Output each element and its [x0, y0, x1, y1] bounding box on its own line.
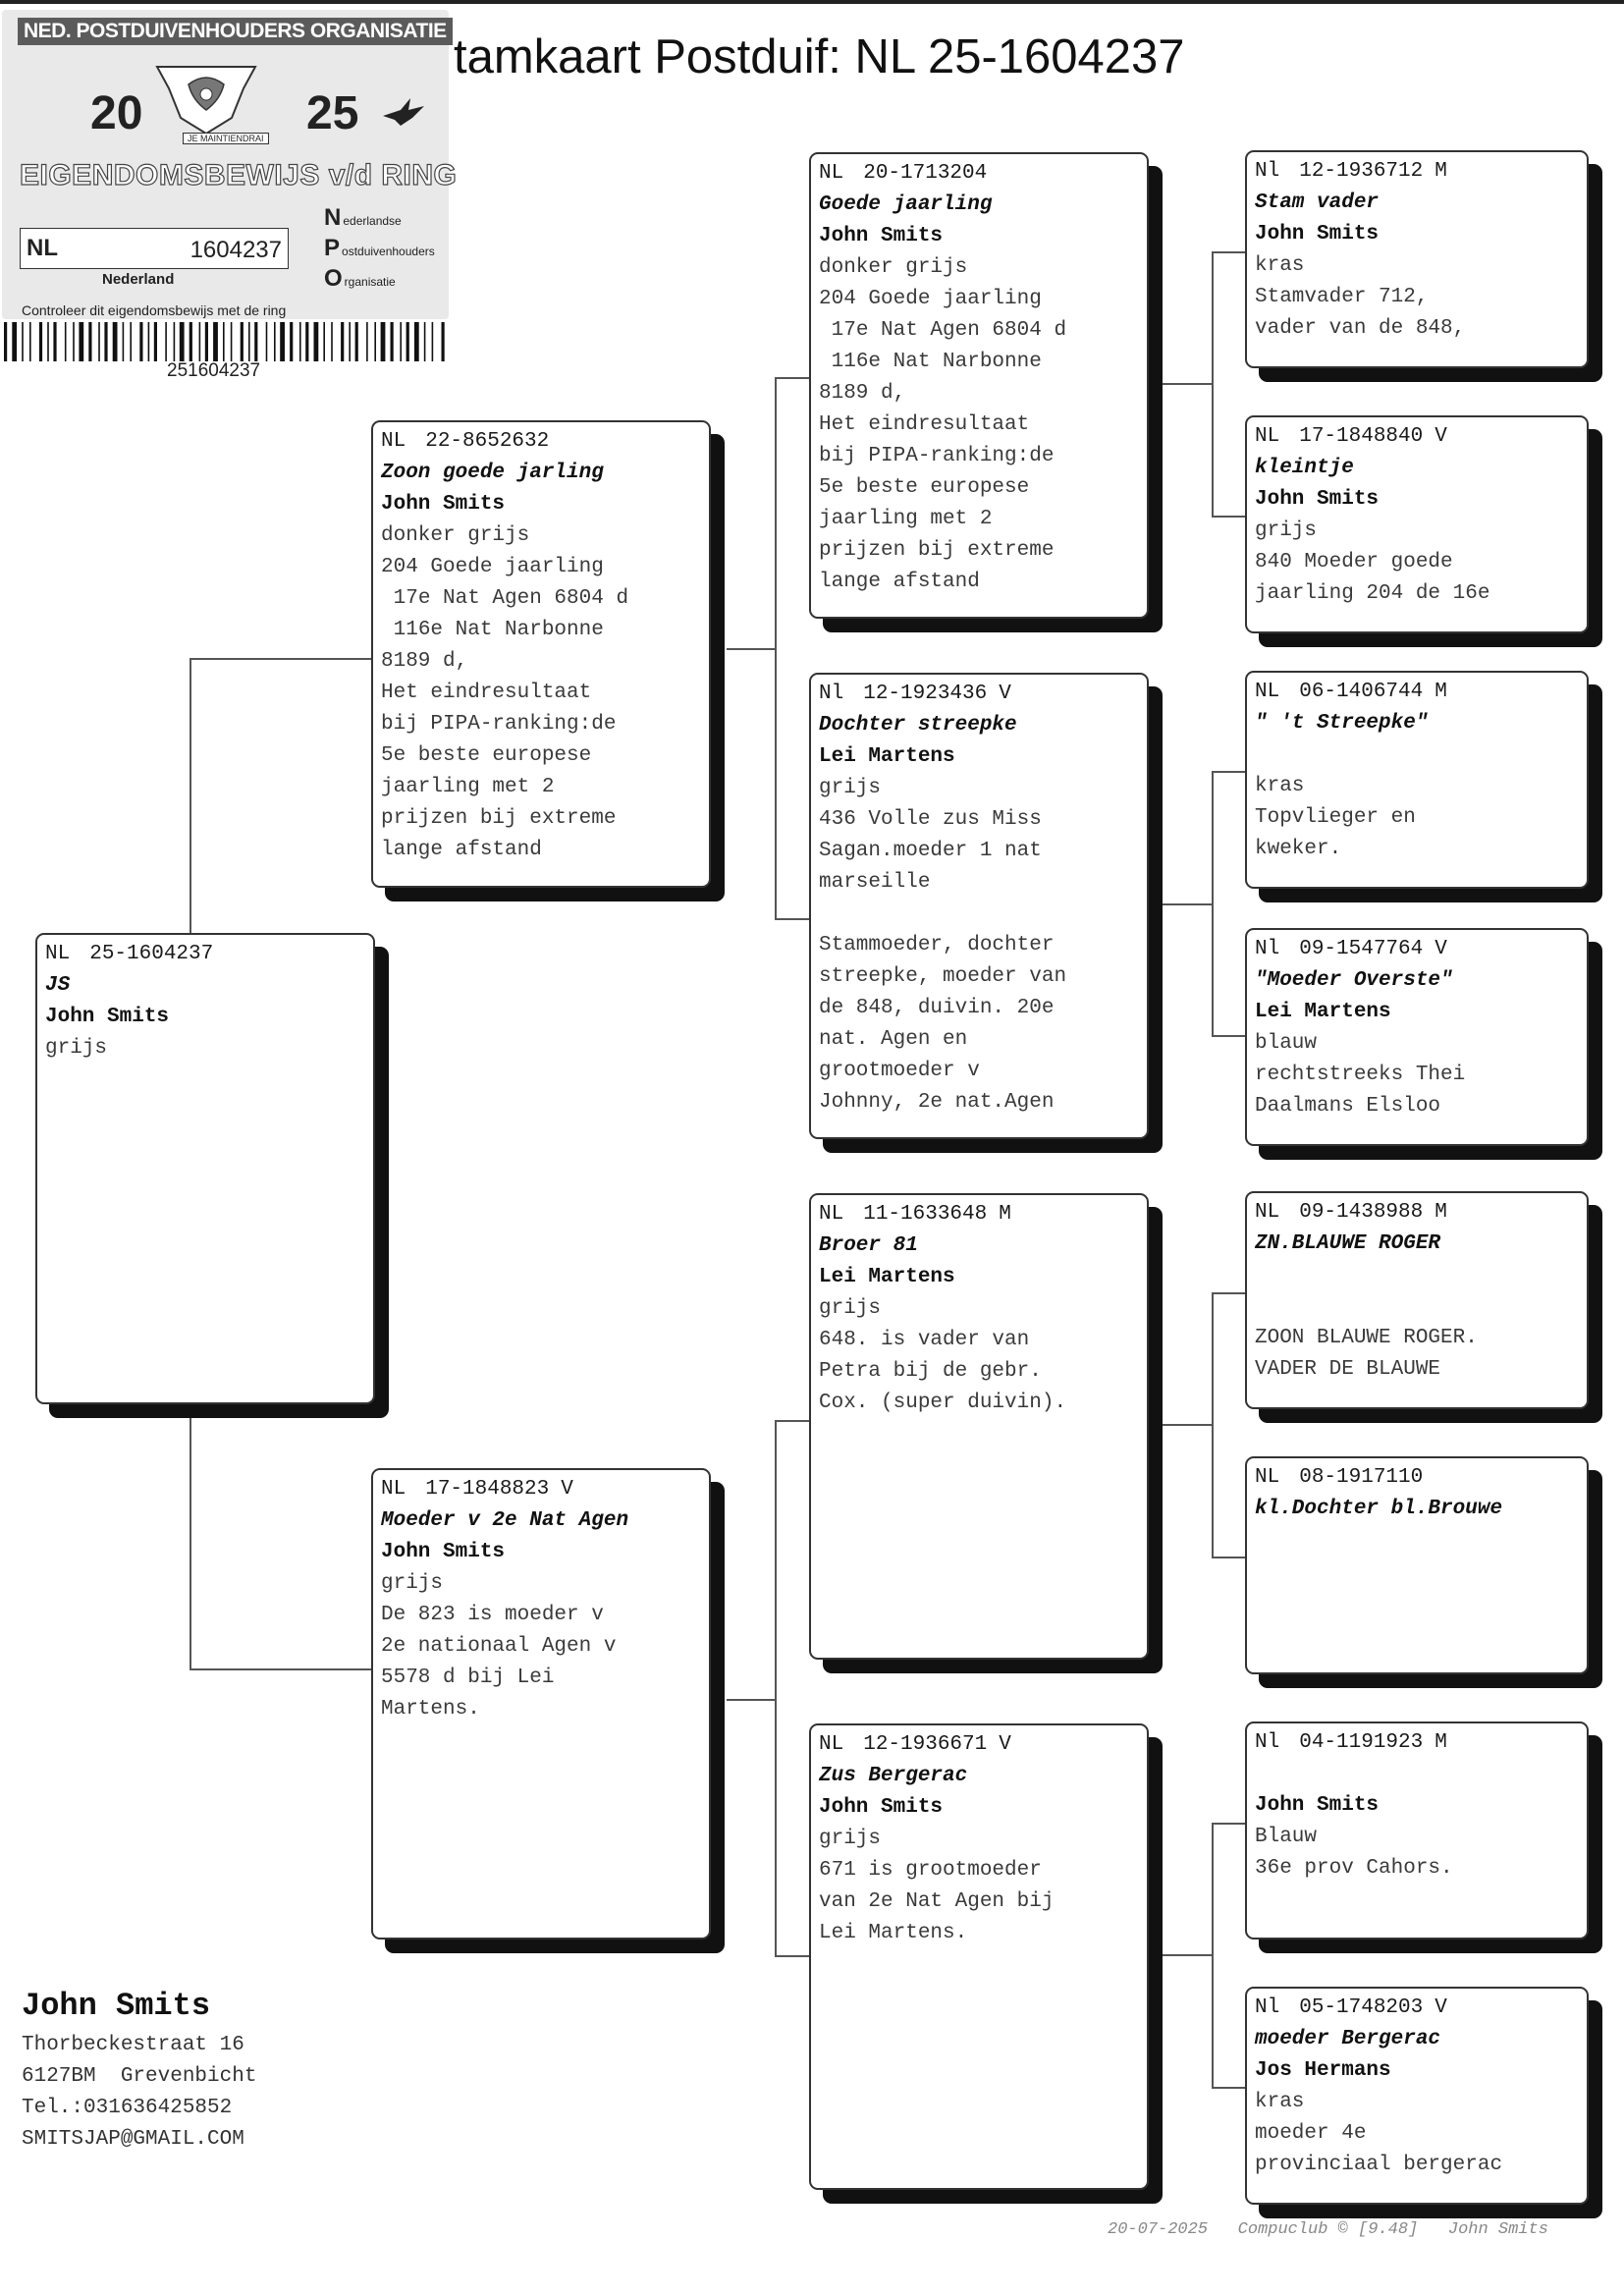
barcode-bar: [406, 322, 409, 361]
pigeon-icon: [381, 96, 426, 132]
pigeon-country: NL: [819, 1733, 844, 1756]
pigeon-ring: [1255, 156, 1579, 188]
pigeon-sex: V: [999, 683, 1011, 705]
pigeon-breeder: John Smits: [1255, 488, 1380, 511]
pigeon-card-dsd: [1245, 1456, 1589, 1674]
footer: [1108, 2220, 1548, 2239]
pigeon-ring-number: 22-8652632: [425, 430, 550, 453]
barcode-bar: [274, 322, 276, 361]
pigeon-country: NL: [1255, 1466, 1280, 1489]
certificate-country: NL: [27, 235, 58, 261]
pigeon-ring-number: 09-1547764: [1299, 938, 1424, 960]
pigeon-name: Stam vader: [1255, 191, 1380, 214]
connector: [1212, 516, 1245, 518]
barcode-bar: [104, 322, 107, 361]
pigeon-name: Zoon goede jarling: [381, 462, 604, 484]
pigeon-color: kras: [1255, 775, 1305, 797]
pigeon-country: NL: [1255, 1201, 1280, 1224]
pigeon-breeder: John Smits: [381, 1541, 506, 1563]
pigeon-color: [1255, 1291, 1579, 1323]
pigeon-ring-number: 08-1917110: [1299, 1466, 1424, 1489]
pigeon-country: Nl: [1255, 160, 1280, 183]
barcode-bar: [113, 322, 118, 361]
barcode-bar: [432, 322, 434, 361]
connector: [1149, 383, 1213, 385]
pigeon-ring: [381, 426, 701, 458]
pigeon-color: blauw: [1255, 1032, 1318, 1055]
barcode-bar: [374, 322, 376, 361]
pigeon-color: kras: [1255, 254, 1305, 277]
pigeon-remarks: 36e prov Cahors.: [1255, 1857, 1453, 1880]
pigeon-remarks: ZOON BLAUWE ROGER. VADER DE BLAUWE: [1255, 1327, 1478, 1381]
pigeon-ring: [819, 679, 1139, 710]
pigeon-breeder: [1255, 1525, 1579, 1557]
owner-phone: Tel.:031636425852: [22, 2097, 233, 2119]
pigeon-remarks: 204 Goede jaarling 17e Nat Agen 6804 d 116e Nat Narbonne 8189 d, Het eindresultaat bij PIPA-ranking:de 5e beste europese jaarling met 2 prijzen bij extreme lange afstand: [381, 556, 629, 861]
barcode-bar: [73, 322, 75, 361]
owner-street: Thorbeckestraat 16: [22, 2034, 244, 2056]
pigeon-name: Zus Bergerac: [819, 1765, 968, 1787]
barcode-bar: [381, 322, 386, 361]
pigeon-card-sire: [371, 420, 711, 888]
barcode-number: 251604237: [167, 360, 261, 381]
barcode-bar: [213, 322, 218, 361]
certificate-country-name: Nederland: [102, 271, 175, 288]
pigeon-remarks: 204 Goede jaarling 17e Nat Agen 6804 d 116e Nat Narbonne 8189 d, Het eindresultaat bij PIPA-ranking:de 5e beste europese jaarling met 2 prijzen bij extreme lange afstand: [819, 288, 1067, 593]
certificate-check-text: Controleer dit eigendomsbewijs met de ring: [22, 302, 287, 318]
certificate-year-right: 25: [306, 87, 359, 139]
connector: [1212, 1292, 1214, 1557]
barcode-bar: [231, 322, 233, 361]
pigeon-breeder: [1255, 1260, 1579, 1291]
pigeon-name: " 't Streepke": [1255, 712, 1429, 735]
connector: [775, 377, 777, 919]
pigeon-ring-number: 17-1848840: [1299, 425, 1424, 448]
connector: [1212, 2087, 1245, 2089]
barcode-bar: [254, 322, 257, 361]
pigeon-ring: [819, 1199, 1139, 1230]
barcode-bar: [98, 322, 100, 361]
pigeon-remarks: 436 Volle zus Miss Sagan.moeder 1 nat marseille Stammoeder, dochter streepke, moeder van de 848, duivin. 20e nat. Agen en grootmoeder v Johnny, 2e nat.Agen: [819, 808, 1067, 1114]
pigeon-remarks: Topvlieger en kweker.: [1255, 806, 1416, 860]
barcode-bar: [22, 322, 24, 361]
pigeon-sex: M: [1435, 1731, 1447, 1754]
barcode-bar: [366, 322, 368, 361]
pigeon-breeder: Lei Martens: [819, 1266, 955, 1288]
pigeon-color: grijs: [819, 1297, 882, 1320]
barcode-bar: [123, 322, 125, 361]
pigeon-breeder: [1255, 739, 1579, 771]
certificate-motto: JE MAINTIENDRAI: [183, 133, 269, 144]
pigeon-color: grijs: [45, 1037, 108, 1060]
pigeon-remarks: Stamvader 712, vader van de 848,: [1255, 286, 1466, 340]
barcode-bar: [266, 322, 268, 361]
barcode-bar: [88, 322, 91, 361]
connector: [775, 1420, 809, 1422]
pigeon-name: Dochter streepke: [819, 714, 1017, 737]
pigeon-name: [1255, 1759, 1579, 1790]
pigeon-breeder: John Smits: [381, 493, 506, 516]
pigeon-name: ZN.BLAUWE ROGER: [1255, 1232, 1441, 1255]
pigeon-card-dds: [1245, 1721, 1589, 1940]
pigeon-sex: V: [1435, 938, 1447, 960]
pigeon-card-dss: [1245, 1191, 1589, 1409]
pigeon-color: [1255, 1557, 1579, 1588]
pigeon-remarks: 648. is vader van Petra bij de gebr. Cox. (super duivin).: [819, 1329, 1067, 1414]
barcode-bar: [39, 322, 42, 361]
pigeon-card-dam: [371, 1468, 711, 1940]
certificate-ownership-title: EIGENDOMSBEWIJS v/d RING: [20, 159, 458, 191]
connector: [775, 1420, 777, 1956]
pigeon-country: Nl: [819, 683, 844, 705]
pigeon-country: NL: [819, 162, 844, 185]
pigeon-ring-number: 20-1713204: [863, 162, 988, 185]
pigeon-country: NL: [1255, 425, 1280, 448]
owner-name: John Smits: [22, 1988, 211, 2024]
pigeon-sex: V: [561, 1478, 573, 1501]
pigeon-card-dd: [809, 1723, 1149, 2190]
pigeon-ring-number: 17-1848823: [425, 1478, 550, 1501]
pigeon-ring-number: 12-1936671: [863, 1733, 988, 1756]
pigeon-remarks: 671 is grootmoeder van 2e Nat Agen bij Lei Martens.: [819, 1859, 1055, 1944]
pigeon-breeder: John Smits: [819, 225, 944, 247]
barcode-bar: [391, 322, 394, 361]
pigeon-card-ddd: [1245, 1987, 1589, 2205]
pigeon-ring: [45, 939, 365, 970]
barcode-bar: [280, 322, 285, 361]
connector: [775, 377, 809, 379]
pigeon-ring: [819, 1729, 1139, 1761]
barcode-bar: [299, 322, 301, 361]
barcode-bar: [130, 322, 132, 361]
pigeon-country: Nl: [1255, 1731, 1280, 1754]
pigeon-name: JS: [45, 974, 71, 997]
pigeon-sex: M: [1435, 681, 1447, 703]
pigeon-name: "Moeder Overste": [1255, 969, 1453, 992]
barcode-bar: [47, 322, 49, 361]
connector: [1212, 1292, 1245, 1294]
pigeon-breeder: John Smits: [819, 1796, 944, 1819]
pigeon-ring: [1255, 677, 1579, 708]
barcode-bar: [148, 322, 150, 361]
pigeon-name: kl.Dochter bl.Brouwe: [1255, 1498, 1503, 1520]
pigeon-country: NL: [381, 430, 406, 453]
barcode-bar: [424, 322, 426, 361]
footer-user: John Smits: [1447, 2220, 1548, 2239]
pigeon-name: Moeder v 2e Nat Agen: [381, 1509, 629, 1532]
pigeon-ring: [1255, 1197, 1579, 1229]
barcode-bar: [12, 322, 17, 361]
footer-date: 20-07-2025: [1108, 2220, 1209, 2239]
barcode-bar: [4, 322, 7, 361]
pigeon-card-subject: [35, 933, 375, 1404]
pigeon-sex: M: [1435, 160, 1447, 183]
certificate-ring-box: [20, 228, 289, 269]
pigeon-country: Nl: [1255, 1996, 1280, 2019]
pigeon-remarks: 840 Moeder goede jaarling 204 de 16e: [1255, 551, 1490, 605]
connector: [1212, 1823, 1245, 1825]
pigeon-name: kleintje: [1255, 457, 1354, 479]
connector: [1212, 1035, 1245, 1037]
pigeon-breeder: Jos Hermans: [1255, 2059, 1391, 2082]
pigeon-ring-number: 04-1191923: [1299, 1731, 1424, 1754]
pigeon-color: donker grijs: [819, 256, 968, 279]
barcode-bar: [154, 322, 157, 361]
barcode-bar: [199, 322, 201, 361]
pigeon-sex: M: [1435, 1201, 1447, 1224]
barcode-bar: [414, 322, 419, 361]
connector: [189, 1668, 371, 1670]
barcode-bar: [223, 322, 225, 361]
connector: [189, 928, 191, 930]
pigeon-card-ds: [809, 1193, 1149, 1660]
pigeon-ring: [1255, 1462, 1579, 1494]
barcode: [2, 322, 449, 361]
owner-block: [22, 1988, 256, 2156]
pigeon-ring-number: 25-1604237: [89, 943, 214, 965]
connector: [1212, 771, 1245, 773]
pigeon-name: moeder Bergerac: [1255, 2028, 1441, 2050]
barcode-bar: [29, 322, 31, 361]
pigeon-name: Broer 81: [819, 1234, 918, 1257]
pigeon-ring: [1255, 934, 1579, 965]
pigeon-sex: V: [1435, 425, 1447, 448]
pigeon-ring: [381, 1474, 701, 1505]
connector: [1149, 1954, 1213, 1956]
pigeon-breeder: John Smits: [1255, 223, 1380, 246]
page-title: tamkaart Postduif: NL 25-1604237: [454, 30, 1185, 83]
pigeon-ring-number: 05-1748203: [1299, 1996, 1424, 2019]
barcode-bar: [341, 322, 344, 361]
pigeon-sex: V: [1435, 1996, 1447, 2019]
pigeon-sex: M: [999, 1203, 1011, 1226]
connector: [1212, 251, 1245, 253]
certificate-ring-number: 1604237: [189, 237, 282, 263]
barcode-bar: [349, 322, 351, 361]
pigeon-ring: [1255, 1727, 1579, 1759]
connector: [1212, 1823, 1214, 2088]
pigeon-remarks: De 823 is moeder v 2e nationaal Agen v 5578 d bij Lei Martens.: [381, 1604, 617, 1721]
pigeon-country: Nl: [1255, 938, 1280, 960]
pigeon-remarks: moeder 4e provinciaal bergerac: [1255, 2122, 1503, 2176]
barcode-bar: [139, 322, 142, 361]
pigeon-color: donker grijs: [381, 524, 530, 547]
connector: [775, 1955, 809, 1957]
certificate-year-left: 20: [90, 87, 143, 139]
connector: [1212, 1557, 1245, 1558]
pigeon-card-sss: [1245, 150, 1589, 368]
pigeon-color: grijs: [819, 777, 882, 799]
connector: [775, 918, 809, 920]
barcode-bar: [189, 322, 192, 361]
pigeon-ring-number: 12-1936712: [1299, 160, 1424, 183]
pigeon-ring-number: 12-1923436: [863, 683, 988, 705]
barcode-bar: [323, 322, 325, 361]
certificate-org-name: NED. POSTDUIVENHOUDERS ORGANISATIE: [18, 18, 453, 45]
barcode-bar: [79, 322, 83, 361]
pigeon-card-sdd: [1245, 928, 1589, 1146]
pigeon-ring-number: 09-1438988: [1299, 1201, 1424, 1224]
barcode-bar: [314, 322, 319, 361]
pigeon-ring-number: 06-1406744: [1299, 681, 1424, 703]
pigeon-color: Blauw: [1255, 1826, 1318, 1848]
pigeon-breeder: John Smits: [45, 1006, 170, 1028]
pigeon-card-ssd: [1245, 415, 1589, 633]
pigeon-ring: [819, 158, 1139, 190]
barcode-bar: [305, 322, 308, 361]
barcode-bar: [174, 322, 176, 361]
npo-acronym: Nederlandse Postduivenhouders Organisatie: [324, 204, 435, 292]
pigeon-country: NL: [819, 1203, 844, 1226]
barcode-bar: [205, 322, 208, 361]
barcode-bar: [442, 322, 445, 361]
connector: [1212, 771, 1214, 1036]
connector: [1149, 1424, 1213, 1426]
pigeon-card-ss: [809, 152, 1149, 619]
barcode-bar: [290, 322, 293, 361]
pigeon-ring-number: 11-1633648: [863, 1203, 988, 1226]
pigeon-color: kras: [1255, 2091, 1305, 2113]
pigeon-country: NL: [1255, 681, 1280, 703]
pigeon-breeder: John Smits: [1255, 1794, 1380, 1817]
barcode-bar: [400, 322, 402, 361]
owner-city: 6127BM Grevenbicht: [22, 2065, 257, 2088]
barcode-bar: [53, 322, 56, 361]
pigeon-breeder: Lei Martens: [819, 745, 955, 768]
barcode-bar: [65, 322, 67, 361]
pigeon-color: grijs: [1255, 519, 1318, 542]
pigeon-sex: V: [999, 1733, 1011, 1756]
pigeon-color: grijs: [381, 1572, 444, 1595]
lion-crest-icon: [137, 59, 275, 137]
pigeon-card-sd: [809, 673, 1149, 1139]
pigeon-remarks: rechtstreeks Thei Daalmans Elsloo: [1255, 1064, 1466, 1118]
barcode-bar: [165, 322, 167, 361]
footer-software: Compuclub © [9.48]: [1237, 2220, 1419, 2239]
connector: [1149, 903, 1213, 905]
connector: [727, 1699, 776, 1701]
pigeon-country: NL: [381, 1478, 406, 1501]
pigeon-card-sds: [1245, 671, 1589, 889]
barcode-bar: [180, 322, 185, 361]
pigeon-ring: [1255, 1993, 1579, 2024]
barcode-bar: [331, 322, 333, 361]
connector: [189, 658, 371, 660]
owner-email: SMITSJAP@GMAIL.COM: [22, 2128, 244, 2151]
pigeon-country: NL: [45, 943, 71, 965]
top-border: [0, 0, 1624, 4]
barcode-bar: [241, 322, 244, 361]
barcode-bar: [355, 322, 358, 361]
pigeon-ring: [1255, 421, 1579, 453]
pigeon-color: grijs: [819, 1828, 882, 1850]
pigeon-breeder: Lei Martens: [1255, 1001, 1391, 1023]
barcode-bar: [248, 322, 250, 361]
connector: [727, 648, 776, 650]
pigeon-name: Goede jaarling: [819, 193, 993, 216]
connector: [1212, 251, 1214, 517]
ring-certificate: [0, 10, 457, 383]
